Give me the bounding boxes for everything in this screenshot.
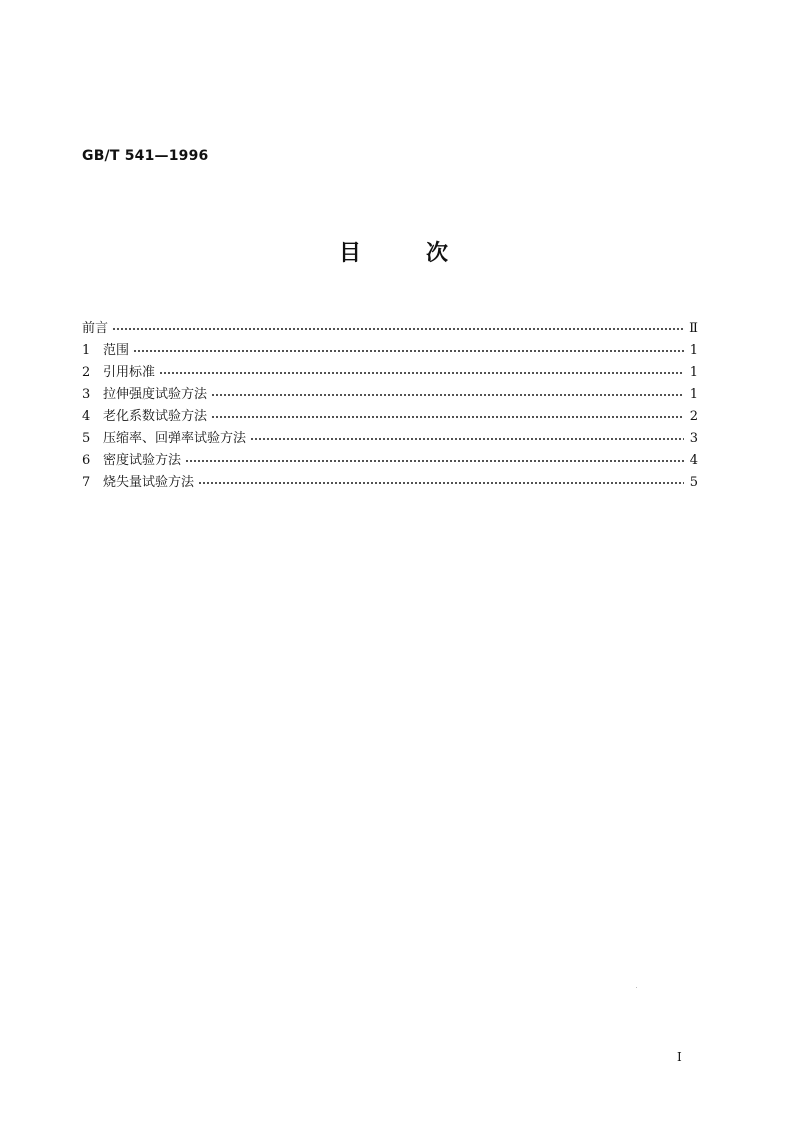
toc-entry-title: 前言 — [82, 321, 109, 336]
toc-entry[interactable] — [82, 340, 698, 362]
toc-entry-number: 5 — [82, 431, 91, 446]
toc-leader-dots — [159, 369, 684, 377]
toc-entry-page: Ⅱ — [689, 321, 698, 336]
toc-entry[interactable] — [82, 318, 698, 340]
toc-entry-title: 烧失量试验方法 — [103, 475, 195, 490]
toc-entry-page: 1 — [689, 343, 698, 358]
page-title-char-1: 目 — [339, 241, 362, 266]
toc-leader-dots — [133, 347, 684, 355]
toc-entry-title: 范围 — [103, 343, 130, 358]
toc-entry-number: 7 — [82, 475, 91, 490]
toc-entry[interactable] — [82, 362, 698, 384]
page-title-char-2: 次 — [426, 241, 449, 266]
page-title — [339, 236, 449, 267]
toc-leader-dots — [198, 479, 684, 487]
toc-entry-title: 密度试验方法 — [103, 453, 182, 468]
toc-entry-number: 4 — [82, 409, 91, 424]
toc-entry-title: 压缩率、回弹率试验方法 — [103, 431, 247, 446]
toc-entry-page: 1 — [689, 387, 698, 402]
footer-page-number: I — [677, 1050, 682, 1064]
toc-leader-dots — [211, 391, 684, 399]
toc-entry-title: 老化系数试验方法 — [103, 409, 208, 424]
toc-entry[interactable] — [82, 428, 698, 450]
toc-entry-page: 4 — [689, 453, 698, 468]
standard-code: GB/T 541—1996 — [82, 148, 209, 164]
toc-entry-number: 6 — [82, 453, 91, 468]
table-of-contents — [82, 318, 698, 494]
toc-entry[interactable] — [82, 406, 698, 428]
toc-entry-number: 3 — [82, 387, 91, 402]
toc-leader-dots — [250, 435, 684, 443]
toc-entry-page: 2 — [689, 409, 698, 424]
scan-speck — [636, 987, 637, 988]
toc-entry[interactable] — [82, 472, 698, 494]
toc-entry-page: 1 — [689, 365, 698, 380]
toc-entry-title: 拉伸强度试验方法 — [103, 387, 208, 402]
toc-entry[interactable] — [82, 384, 698, 406]
toc-entry-title: 引用标准 — [103, 365, 156, 380]
toc-leader-dots — [211, 413, 684, 421]
toc-entry-page: 5 — [689, 475, 698, 490]
toc-leader-dots — [185, 457, 684, 465]
toc-entry[interactable] — [82, 450, 698, 472]
toc-entry-number: 2 — [82, 365, 91, 380]
toc-entry-number: 1 — [82, 343, 91, 358]
toc-entry-page: 3 — [689, 431, 698, 446]
toc-leader-dots — [112, 325, 684, 333]
